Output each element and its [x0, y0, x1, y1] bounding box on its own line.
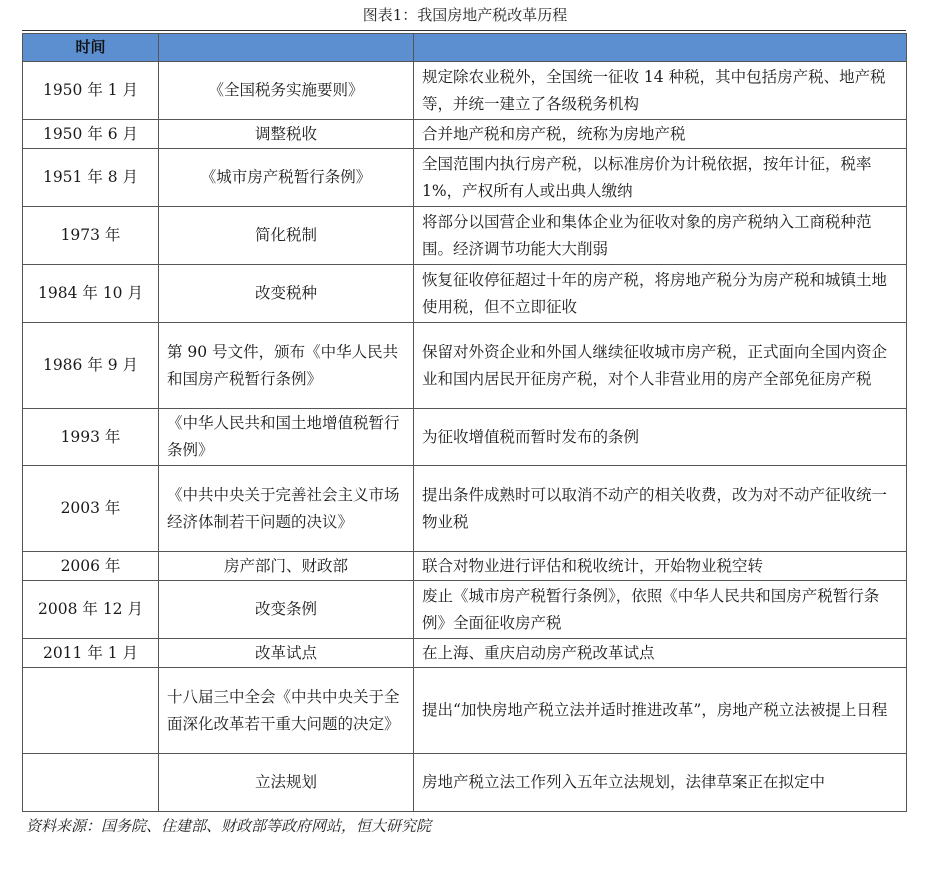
cell-doc: 《全国税务实施要则》 — [159, 62, 414, 120]
cell-content: 提出条件成熟时可以取消不动产的相关收费，改为对不动产征收统一物业税 — [414, 466, 907, 552]
table-row — [23, 668, 907, 754]
table-row — [23, 149, 907, 207]
cell-time — [23, 668, 159, 754]
table-row — [23, 552, 907, 581]
cell-content: 联合对物业进行评估和税收统计，开始物业税空转 — [414, 552, 907, 581]
header-time: 时间 — [23, 34, 159, 62]
table-row — [23, 323, 907, 409]
cell-content: 废止《城市房产税暂行条例》，依照《中华人民共和国房产税暂行条例》全面征收房产税 — [414, 581, 907, 639]
cell-doc: 调整税收 — [159, 120, 414, 149]
cell-doc: 《中华人民共和国土地增值税暂行条例》 — [159, 409, 414, 466]
cell-time: 2003 年 — [23, 466, 159, 552]
cell-content: 为征收增值税而暂时发布的条例 — [414, 409, 907, 466]
cell-time — [23, 754, 159, 812]
cell-content: 合并地产税和房产税，统称为房地产税 — [414, 120, 907, 149]
cell-time: 1984 年 10 月 — [23, 265, 159, 323]
reform-table — [22, 33, 907, 812]
header-doc — [159, 34, 414, 62]
table-row — [23, 639, 907, 668]
cell-time: 1950 年 6 月 — [23, 120, 159, 149]
table-row — [23, 581, 907, 639]
top-rule — [22, 30, 906, 31]
cell-time: 1950 年 1 月 — [23, 62, 159, 120]
table-row — [23, 754, 907, 812]
cell-doc: 改变条例 — [159, 581, 414, 639]
cell-content: 保留对外资企业和外国人继续征收城市房产税，正式面向全国内资企业和国内居民开征房产税，对个人非营业用的房产全部免征房产税 — [414, 323, 907, 409]
cell-doc: 简化税制 — [159, 207, 414, 265]
cell-time: 1951 年 8 月 — [23, 149, 159, 207]
cell-content: 提出“加快房地产税立法并适时推进改革”，房地产税立法被提上日程 — [414, 668, 907, 754]
source-note: 资料来源：国务院、住建部、财政部等政府网站，恒大研究院 — [26, 817, 432, 835]
cell-doc: 改革试点 — [159, 639, 414, 668]
cell-doc: 立法规划 — [159, 754, 414, 812]
table-row — [23, 207, 907, 265]
cell-time: 2006 年 — [23, 552, 159, 581]
cell-doc: 房产部门、财政部 — [159, 552, 414, 581]
table-header-row — [23, 34, 907, 62]
cell-time: 1986 年 9 月 — [23, 323, 159, 409]
cell-time: 1993 年 — [23, 409, 159, 466]
cell-doc: 《中共中央关于完善社会主义市场经济体制若干问题的决议》 — [159, 466, 414, 552]
table-caption: 图表1：我国房地产税改革历程 — [362, 6, 568, 24]
table-row — [23, 62, 907, 120]
cell-content: 全国范围内执行房产税，以标准房价为计税依据，按年计征，税率 1%，产权所有人或出典人缴纳 — [414, 149, 907, 207]
cell-doc: 十八届三中全会《中共中央关于全面深化改革若干重大问题的决定》 — [159, 668, 414, 754]
table-row — [23, 409, 907, 466]
header-content — [414, 34, 907, 62]
cell-content: 在上海、重庆启动房产税改革试点 — [414, 639, 907, 668]
cell-content: 房地产税立法工作列入五年立法规划，法律草案正在拟定中 — [414, 754, 907, 812]
cell-content: 规定除农业税外，全国统一征收 14 种税，其中包括房产税、地产税等，并统一建立了各级税务机构 — [414, 62, 907, 120]
cell-doc: 第 90 号文件，颁布《中华人民共和国房产税暂行条例》 — [159, 323, 414, 409]
cell-doc: 改变税种 — [159, 265, 414, 323]
cell-time: 2008 年 12 月 — [23, 581, 159, 639]
cell-time: 2011 年 1 月 — [23, 639, 159, 668]
table-row — [23, 466, 907, 552]
cell-content: 将部分以国营企业和集体企业为征收对象的房产税纳入工商税种范围。经济调节功能大大削弱 — [414, 207, 907, 265]
table-row — [23, 265, 907, 323]
table-row — [23, 120, 907, 149]
cell-time: 1973 年 — [23, 207, 159, 265]
cell-doc: 《城市房产税暂行条例》 — [159, 149, 414, 207]
cell-content: 恢复征收停征超过十年的房产税，将房地产税分为房产税和城镇土地使用税，但不立即征收 — [414, 265, 907, 323]
